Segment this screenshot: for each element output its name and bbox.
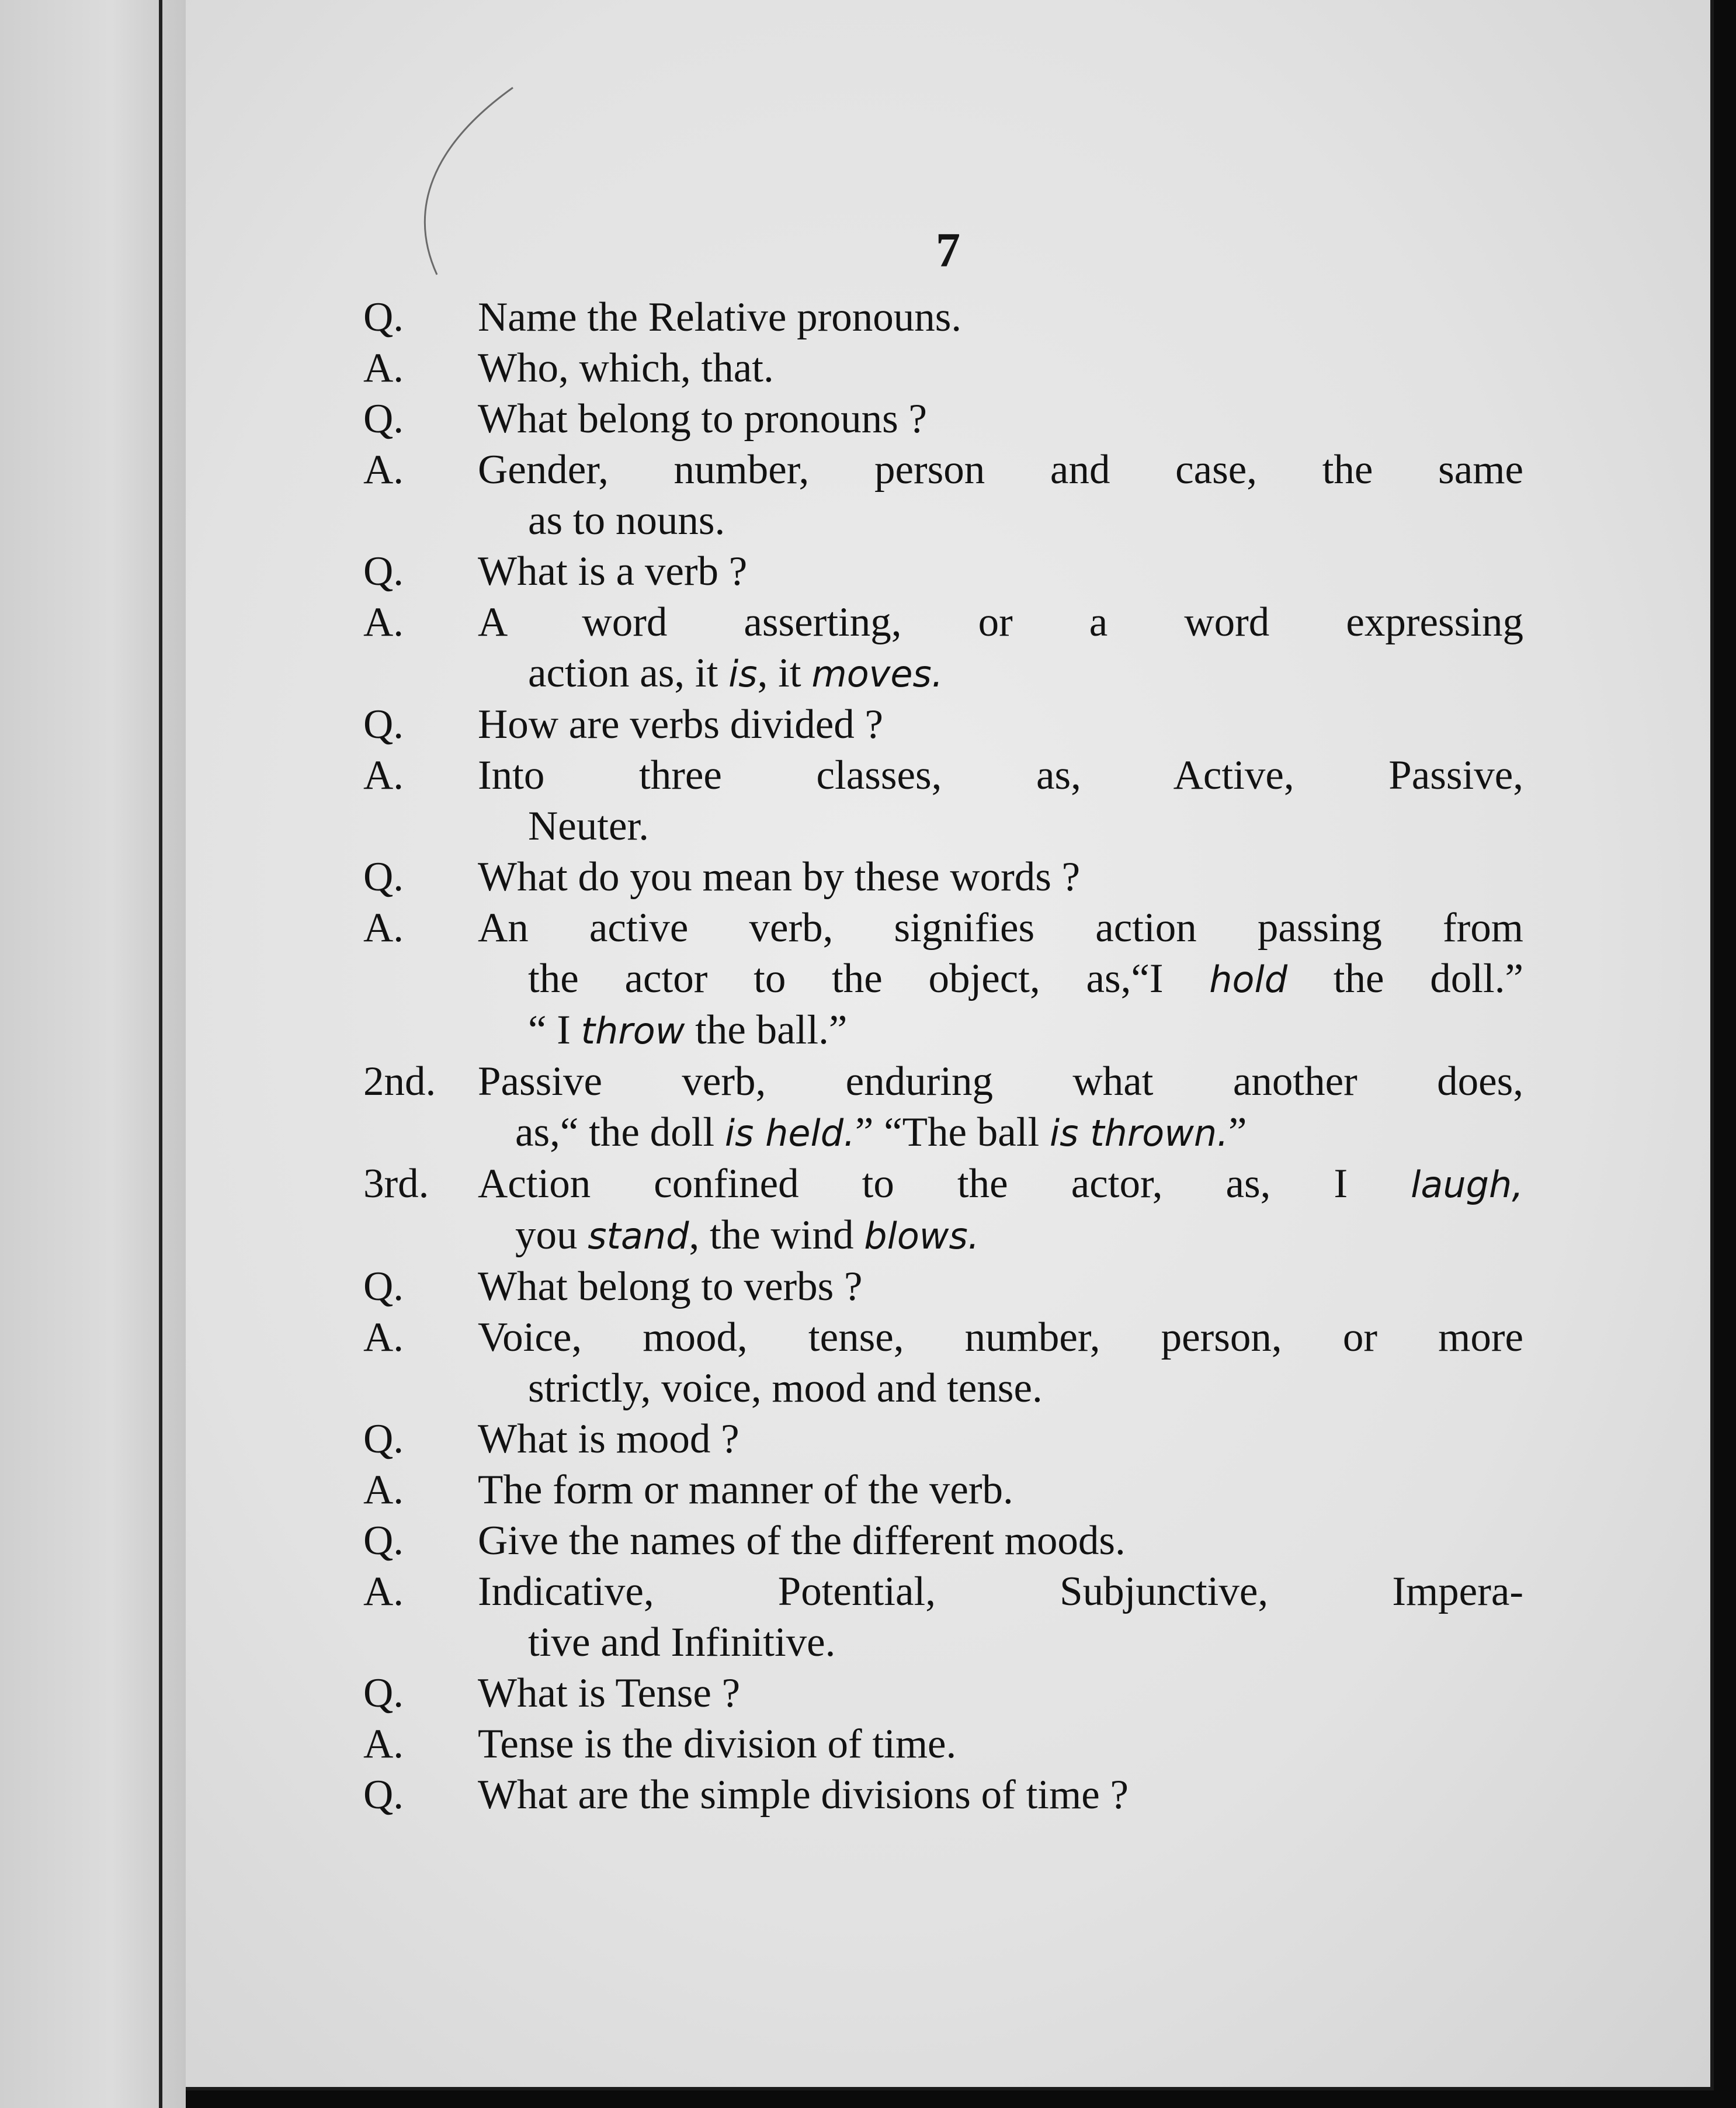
text-run: you	[515, 1212, 588, 1258]
facing-page-edge	[0, 0, 186, 2108]
text-run: “ I	[528, 1007, 581, 1053]
entry-label: A.	[363, 1721, 404, 1767]
text-run: What belong to verbs ?	[478, 1264, 863, 1309]
entry-text	[478, 597, 1523, 699]
text-run: Indicative, Potential, Subjunctive, Impera-	[478, 1569, 1523, 1614]
text-run: Tense is the division of time.	[478, 1721, 957, 1767]
text-run: What is mood ?	[478, 1416, 739, 1462]
entry-text	[478, 1261, 1523, 1312]
text-line	[478, 1617, 1523, 1668]
qa-entry	[363, 394, 1523, 445]
entry-text	[478, 903, 1523, 1056]
text-line	[478, 1566, 1523, 1617]
text-line	[478, 1770, 1523, 1821]
qa-text-block	[363, 292, 1523, 1821]
text-run: How are verbs divided ?	[478, 702, 883, 747]
text-line	[478, 801, 1523, 852]
qa-entry	[363, 1465, 1523, 1516]
text-run: action as, it	[528, 650, 729, 696]
entry-text	[478, 1414, 1523, 1465]
qa-entry	[363, 445, 1523, 546]
qa-entry	[363, 1566, 1523, 1668]
text-run: The form or manner of the verb.	[478, 1467, 1013, 1513]
text-run: ”	[1228, 1110, 1247, 1155]
text-run: What are the simple divisions of time ?	[478, 1772, 1129, 1818]
text-line	[478, 1668, 1523, 1719]
text-line	[478, 445, 1523, 495]
text-run: strictly, voice, mood and tense.	[528, 1365, 1043, 1411]
text-line	[478, 954, 1523, 1005]
text-line	[478, 750, 1523, 801]
text-run: Into three classes, as, Active, Passive,	[478, 753, 1523, 798]
entry-text	[478, 343, 1523, 394]
entry-label: A.	[363, 1467, 404, 1513]
italic-text: hold	[1209, 958, 1288, 1001]
text-run: What do you mean by these words ?	[478, 854, 1081, 900]
entry-text	[478, 1566, 1523, 1668]
book-page	[186, 0, 1714, 2090]
entry-text	[478, 1668, 1523, 1719]
entry-label: Q.	[363, 549, 404, 594]
entry-text	[478, 292, 1523, 343]
text-line	[478, 343, 1523, 394]
entry-text	[478, 1770, 1523, 1821]
entry-label: A.	[363, 753, 404, 798]
qa-entry	[363, 1056, 1523, 1159]
entry-label: A.	[363, 599, 404, 645]
entry-text	[478, 394, 1523, 445]
italic-text: moves.	[811, 653, 943, 695]
text-line	[478, 1159, 1523, 1210]
qa-entry	[363, 1312, 1523, 1414]
entry-text	[478, 1465, 1523, 1516]
text-run: the doll.”	[1287, 956, 1523, 1001]
italic-text: is	[728, 653, 758, 695]
qa-entry	[363, 699, 1523, 750]
text-run: What belong to pronouns ?	[478, 396, 928, 442]
text-run: Name the Relative pronouns.	[478, 294, 962, 340]
entry-label: Q.	[363, 1772, 404, 1818]
text-line	[478, 1363, 1523, 1414]
entry-text	[478, 546, 1523, 597]
entry-text	[478, 1159, 1523, 1261]
entry-label: Q.	[363, 1670, 404, 1716]
italic-text: laugh,	[1411, 1163, 1523, 1206]
entry-label: A.	[363, 1315, 404, 1360]
entry-text	[478, 1516, 1523, 1566]
entry-text	[478, 445, 1523, 546]
text-line	[478, 1107, 1523, 1159]
qa-entry	[363, 1668, 1523, 1719]
text-run: as,“ the doll	[515, 1110, 725, 1155]
text-run: Neuter.	[528, 803, 650, 849]
entry-label: Q.	[363, 294, 404, 340]
entry-text	[478, 699, 1523, 750]
text-run: , the wind	[689, 1212, 864, 1258]
text-run: Who, which, that.	[478, 345, 774, 391]
entry-label: Q.	[363, 702, 404, 747]
qa-entry	[363, 903, 1523, 1056]
qa-entry	[363, 1159, 1523, 1261]
qa-entry	[363, 1719, 1523, 1770]
text-line	[478, 1261, 1523, 1312]
text-line	[478, 699, 1523, 750]
text-line	[478, 1312, 1523, 1363]
entry-label: Q.	[363, 1518, 404, 1563]
entry-label: Q.	[363, 1416, 404, 1462]
entry-label: 2nd.	[363, 1059, 436, 1104]
italic-text: is thrown.	[1049, 1112, 1228, 1154]
qa-entry	[363, 292, 1523, 343]
entry-label: Q.	[363, 1264, 404, 1309]
page-number: 7	[936, 223, 960, 278]
qa-entry	[363, 597, 1523, 699]
entry-text	[478, 1056, 1523, 1159]
text-run: A word asserting, or a word expressing	[478, 599, 1523, 645]
qa-entry	[363, 546, 1523, 597]
text-run: as to nouns.	[528, 498, 725, 543]
entry-label: 3rd.	[363, 1161, 429, 1206]
italic-text: throw	[581, 1010, 685, 1052]
italic-text: blows.	[864, 1215, 980, 1257]
text-line	[478, 852, 1523, 903]
entry-text	[478, 1312, 1523, 1414]
entry-label: A.	[363, 905, 404, 951]
text-run: ” “The ball	[855, 1110, 1050, 1155]
text-run: tive and Infinitive.	[528, 1620, 836, 1665]
qa-entry	[363, 343, 1523, 394]
text-line	[478, 648, 1523, 699]
text-line	[478, 1210, 1523, 1261]
entry-text	[478, 750, 1523, 852]
text-line	[478, 495, 1523, 546]
qa-entry	[363, 1770, 1523, 1821]
entry-text	[478, 1719, 1523, 1770]
text-run: , it	[757, 650, 812, 696]
text-run: Give the names of the different moods.	[478, 1518, 1126, 1563]
qa-entry	[363, 1516, 1523, 1566]
entry-label: Q.	[363, 854, 404, 900]
qa-entry	[363, 852, 1523, 903]
text-line	[478, 394, 1523, 445]
qa-entry	[363, 750, 1523, 852]
text-run: What is a verb ?	[478, 549, 748, 594]
text-line	[478, 546, 1523, 597]
text-run: the ball.”	[685, 1007, 848, 1053]
text-line	[478, 1465, 1523, 1516]
text-line	[478, 903, 1523, 954]
text-line	[478, 1516, 1523, 1566]
entry-text	[478, 852, 1523, 903]
text-run: Gender, number, person and case, the same	[478, 447, 1523, 493]
entry-label: A.	[363, 345, 404, 391]
text-run: What is Tense ?	[478, 1670, 741, 1716]
text-line	[478, 292, 1523, 343]
text-run: the actor to the object, as,“I	[528, 956, 1210, 1001]
text-line	[478, 1005, 1523, 1056]
text-run: Action confined to the actor, as, I	[478, 1161, 1411, 1206]
text-run: Passive verb, enduring what another does,	[478, 1059, 1523, 1104]
entry-label: A.	[363, 1569, 404, 1614]
qa-entry	[363, 1261, 1523, 1312]
book-binding-edge	[159, 0, 162, 2108]
qa-entry	[363, 1414, 1523, 1465]
text-line	[478, 1414, 1523, 1465]
text-run: An active verb, signifies action passing from	[478, 905, 1523, 951]
entry-label: Q.	[363, 396, 404, 442]
text-line	[478, 1719, 1523, 1770]
text-line	[478, 1056, 1523, 1107]
italic-text: is held.	[724, 1112, 855, 1154]
italic-text: stand	[588, 1215, 689, 1257]
text-run: Voice, mood, tense, number, person, or more	[478, 1315, 1523, 1360]
text-line	[478, 597, 1523, 648]
entry-label: A.	[363, 447, 404, 493]
